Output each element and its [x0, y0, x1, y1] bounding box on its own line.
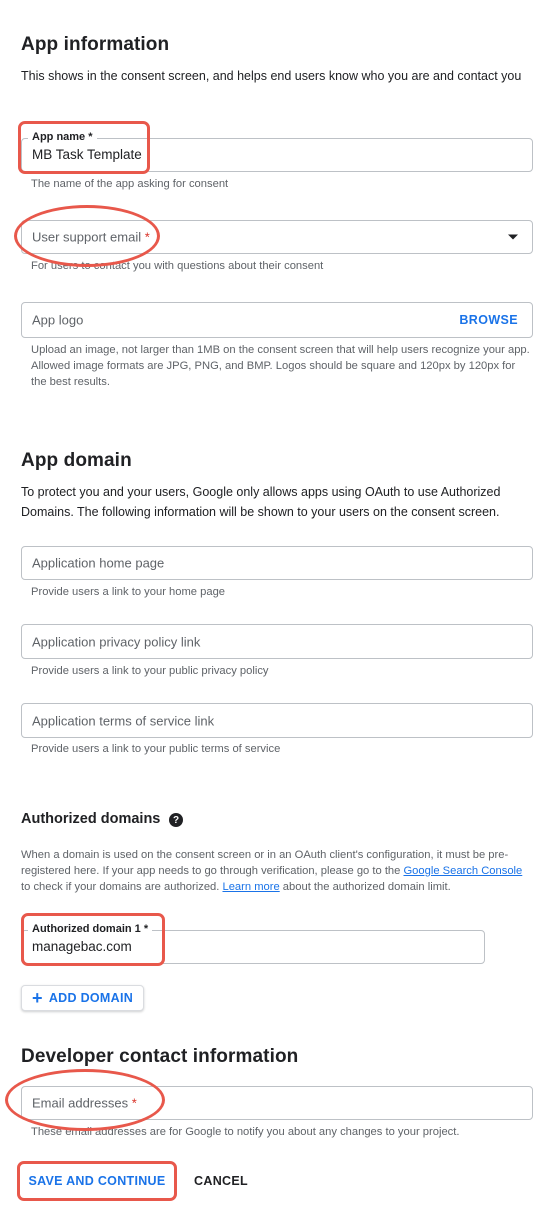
highlight-email-addresses — [5, 1069, 165, 1131]
add-domain-button[interactable] — [21, 985, 144, 1011]
application-home-page-input[interactable] — [21, 546, 533, 580]
developer-email-helper: These email addresses are for Google to notify you about any changes to your project. — [31, 1126, 460, 1138]
learn-more-link[interactable]: Learn more — [222, 881, 280, 893]
authorized-domain-1-value: managebac.com — [32, 939, 132, 954]
help-circle-icon[interactable]: ? — [169, 813, 183, 827]
app-name-helper: The name of the app asking for consent — [31, 178, 229, 190]
required-mark: * — [131, 1095, 137, 1111]
terms-of-service-helper: Provide users a link to your public terms of service — [31, 743, 281, 755]
terms-of-service-input[interactable] — [21, 703, 533, 738]
app-information-heading: App information — [21, 34, 170, 55]
home-page-helper: Provide users a link to your home page — [31, 586, 226, 598]
privacy-policy-placeholder: Application privacy policy link — [32, 634, 201, 649]
app-logo-helper: Upload an image, not larger than 1MB on the consent screen that will help users recognize your app. Allowed image formats are JPG, PNG, and BMP. Logos should be square and 120px by 120px for the best results. — [31, 344, 530, 388]
add-domain-label: ADD DOMAIN — [48, 991, 134, 1005]
user-support-email-placeholder: User support email * — [32, 229, 150, 245]
dropdown-arrow-icon[interactable] — [508, 235, 518, 240]
save-and-continue-button[interactable]: SAVE AND CONTINUE — [28, 1174, 166, 1188]
app-domain-description: To protect you and your users, Google only allows apps using OAuth to use Authorized Domains. The following information will be shown to your users on the consent screen. — [21, 485, 501, 519]
app-logo-placeholder: App logo — [32, 312, 84, 328]
authorized-domains-description: When a domain is used on the consent screen or in an OAuth client's configuration, it must be pre-registered here. If your app needs to go through verification, please go to the Google Search Console to check if your domains are authorized. Learn more about the authorized domain limit. — [21, 849, 523, 893]
authorized-domains-heading: Authorized domains — [21, 811, 161, 827]
authorized-domain-1-label: Authorized domain 1 * — [28, 923, 152, 935]
privacy-policy-helper: Provide users a link to your public privacy policy — [31, 665, 269, 677]
user-support-email-helper: For users to contact you with questions about their consent — [31, 260, 324, 272]
browse-button[interactable]: BROWSE — [459, 313, 518, 327]
app-logo-field[interactable] — [21, 302, 533, 338]
app-domain-heading: App domain — [21, 450, 132, 471]
home-page-placeholder: Application home page — [32, 555, 165, 571]
app-name-value: MB Task Template — [32, 147, 142, 162]
highlight-authorized-domain — [21, 913, 165, 966]
developer-contact-heading: Developer contact information — [21, 1046, 299, 1067]
app-name-label: App name * — [28, 131, 97, 143]
privacy-policy-input[interactable] — [21, 624, 533, 659]
terms-of-service-placeholder: Application terms of service link — [32, 713, 215, 728]
required-mark: * — [144, 229, 150, 245]
highlight-save-button — [17, 1161, 177, 1201]
highlight-user-support-email — [14, 205, 160, 267]
plus-icon: + — [32, 988, 43, 1008]
highlight-app-name — [18, 121, 150, 174]
app-information-description: This shows in the consent screen, and helps end users know who you are and contact you — [21, 69, 522, 83]
google-search-console-link[interactable]: Google Search Console — [403, 865, 523, 877]
email-addresses-placeholder: Email addresses * — [32, 1095, 137, 1111]
cancel-button[interactable]: CANCEL — [194, 1174, 248, 1188]
